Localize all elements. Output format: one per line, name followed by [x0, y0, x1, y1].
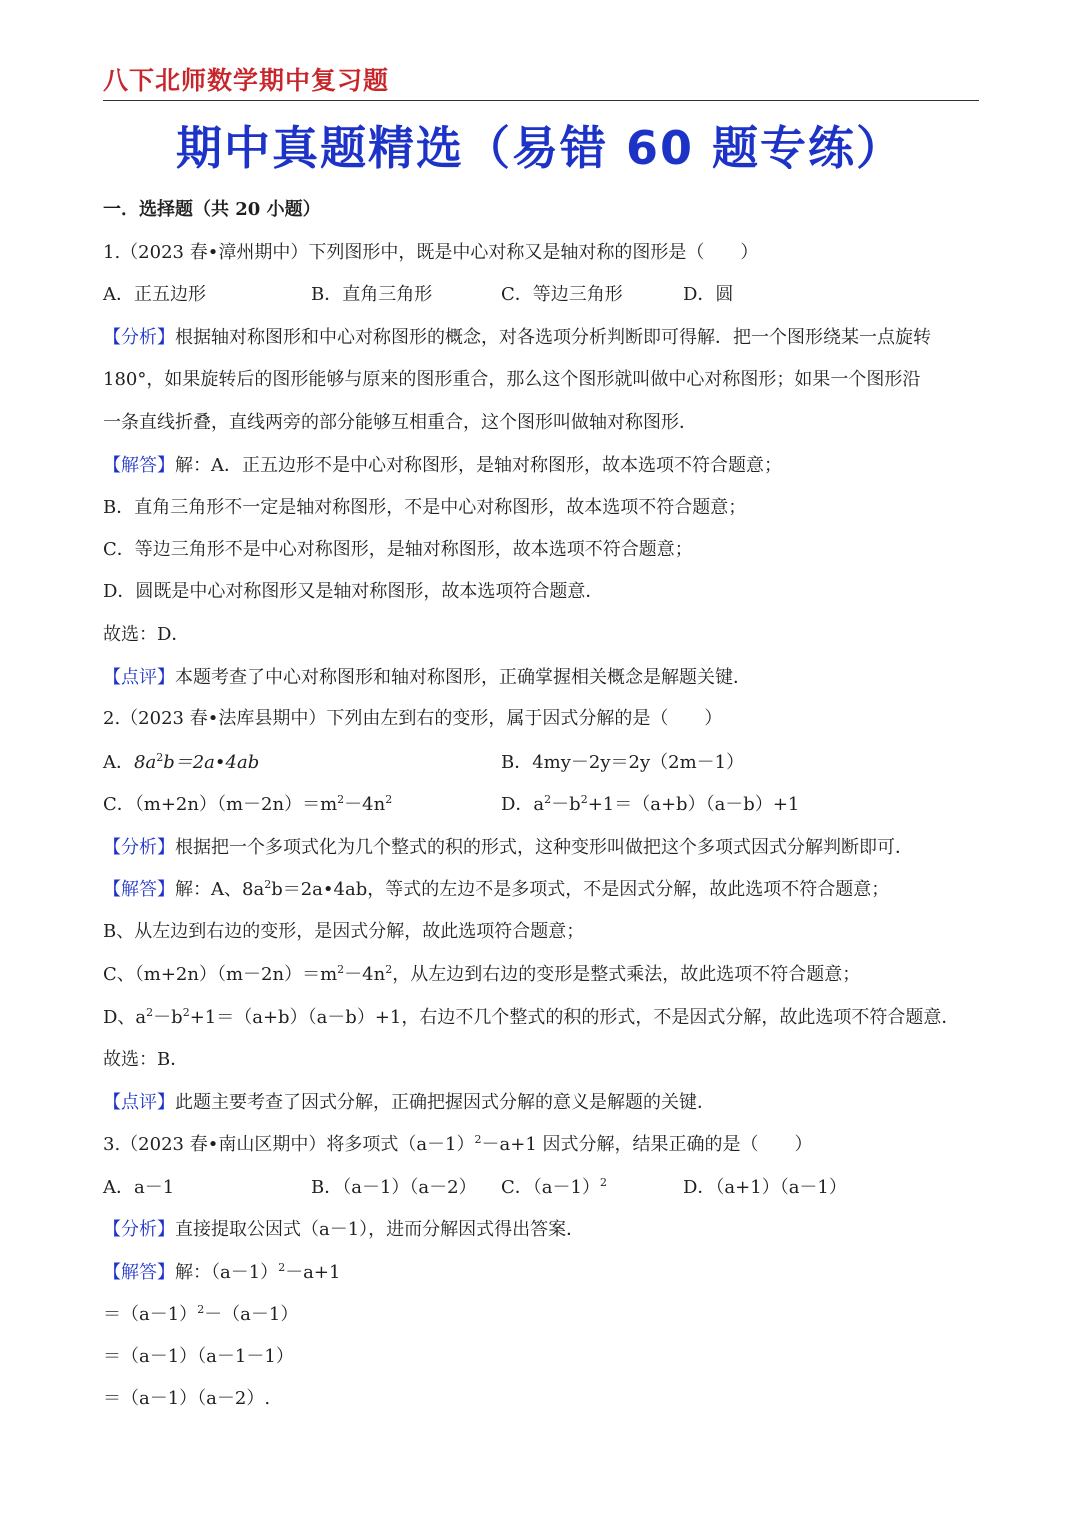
q2-option-c: C．$(m+2n)(m-2n)=m^2-4n^2$: [103, 793, 393, 815]
q1-option-b: B．直角三角形: [311, 284, 433, 305]
q3-option-d: D．（a+1）（a－1）: [683, 1177, 847, 1198]
q3-option-c: C．$(a-1)^2$: [501, 1176, 607, 1198]
analysis-tag: 【分析】: [103, 837, 175, 858]
q2-option-b: B．4my－2y＝2y（2m－1）: [501, 752, 745, 773]
main-title: 期中真题精选（易错 60 题专练）: [175, 121, 905, 175]
q3-option-a: A．a－1: [103, 1177, 175, 1198]
q1-analysis-line-1: [103, 324, 931, 352]
comment-tag: 【点评】: [103, 1092, 175, 1113]
q2-option-a: A．$8a^2b=2a•4ab$: [103, 751, 260, 773]
q2-stem: 2.（2023 春•法库县期中）下列由左到右的变形，属于因式分解的是（ ）: [103, 708, 723, 729]
header-title: 八下北师数学期中复习题: [103, 66, 390, 95]
q1-answer: 故选：D．: [103, 624, 190, 645]
q3-stem: 3.（2023 春•南山区期中）将多项式$(a-1)^2-a+1$ 因式分解，结果正确的是（ ）: [103, 1133, 813, 1155]
q2-solution-line-4: D、$a^2-b^2+1=(a+b)(a-b)+1$，右边不几个整式的积的形式，不是因式分解，故此选项不符合题意．: [103, 1006, 960, 1028]
solution-tag: 【解答】: [103, 879, 175, 900]
q2-options-row-2: [103, 791, 979, 819]
q1-stem: 1.（2023 春•漳州期中）下列图形中，既是中心对称又是轴对称的图形是（ ）: [103, 242, 759, 263]
q3-option-b: B．（a－1）（a－2）: [311, 1177, 477, 1198]
q2-comment: [103, 1089, 715, 1117]
q1-option-c: C．等边三角形: [501, 284, 623, 305]
analysis-tag: 【分析】: [103, 1219, 175, 1240]
q1-solution-line-2: B．直角三角形不一定是轴对称图形，不是中心对称图形，故本选项不符合题意；: [103, 497, 747, 518]
q1-option-a: A．正五边形: [103, 284, 206, 305]
q2-options-row-1: [103, 749, 979, 777]
comment-tag: 【点评】: [103, 667, 175, 688]
q1-option-d: D．圆: [683, 284, 734, 305]
comment-text: 此题主要考查了因式分解，正确把握因式分解的意义是解题的关键．: [175, 1092, 715, 1113]
q1-comment: [103, 664, 751, 692]
analysis-text: 根据轴对称图形和中心对称图形的概念，对各选项分析判断即可得解．把一个图形绕某一点旋转: [175, 327, 931, 348]
q1-analysis-line-3: 一条直线折叠，直线两旁的部分能够互相重合，这个图形叫做轴对称图形．: [103, 412, 697, 433]
q1-solution-line-1: [103, 452, 782, 480]
q1-options: [103, 281, 979, 309]
solution-text: 解：A．正五边形不是中心对称图形，是轴对称图形，故本选项不符合题意；: [175, 455, 782, 476]
q2-solution-line-3: C、$(m+2n)(m-2n)=m^2-4n^2$，从左边到右边的变形是整式乘法，故此选项不符合题意；: [103, 963, 861, 985]
q2-analysis: [103, 834, 913, 862]
section-heading: 一．选择题（共 20 小题）: [103, 199, 321, 220]
q2-answer: 故选：B．: [103, 1049, 189, 1070]
q3-solution-line-4: ＝（a－1）（a－2）.: [103, 1388, 271, 1409]
q2-option-d: D．$a^2-b^2+1=(a+b)(a-b)+1$: [501, 793, 800, 815]
q3-options: [103, 1174, 979, 1202]
analysis-tag: 【分析】: [103, 327, 175, 348]
comment-text: 本题考查了中心对称图形和轴对称图形，正确掌握相关概念是解题关键．: [175, 667, 751, 688]
analysis-text: 根据把一个多项式化为几个整式的积的形式，这种变形叫做把这个多项式因式分解判断即可．: [175, 837, 913, 858]
q1-solution-line-3: C．等边三角形不是中心对称图形，是轴对称图形，故本选项不符合题意；: [103, 539, 693, 560]
q3-solution-line-2: $=(a-1)^2-(a-1)$: [103, 1303, 299, 1325]
analysis-text: 直接提取公因式（a－1），进而分解因式得出答案．: [175, 1219, 585, 1240]
page-header: [103, 64, 979, 101]
q2-solution-line-2: B、从左边到右边的变形，是因式分解，故此选项符合题意；: [103, 921, 585, 942]
q3-analysis: [103, 1216, 584, 1244]
q3-solution-line-3: ＝（a－1）（a－1－1）: [103, 1346, 294, 1367]
q2-solution-line-1: 【解答】解：A、$8a^2b=2a•4ab$，等式的左边不是多项式，不是因式分解，故此选项不符合题意；: [103, 878, 890, 900]
q3-solution-line-1: 【解答】解：$(a-1)^2-a+1$: [103, 1261, 341, 1283]
solution-tag: 【解答】: [103, 455, 175, 476]
q1-analysis-line-2: 180°，如果旋转后的图形能够与原来的图形重合，那么这个图形就叫做中心对称图形；如果一个图形沿: [103, 369, 921, 390]
solution-tag: 【解答】: [103, 1262, 175, 1283]
q1-solution-line-4: D．圆既是中心对称图形又是轴对称图形，故本选项符合题意．: [103, 581, 604, 602]
